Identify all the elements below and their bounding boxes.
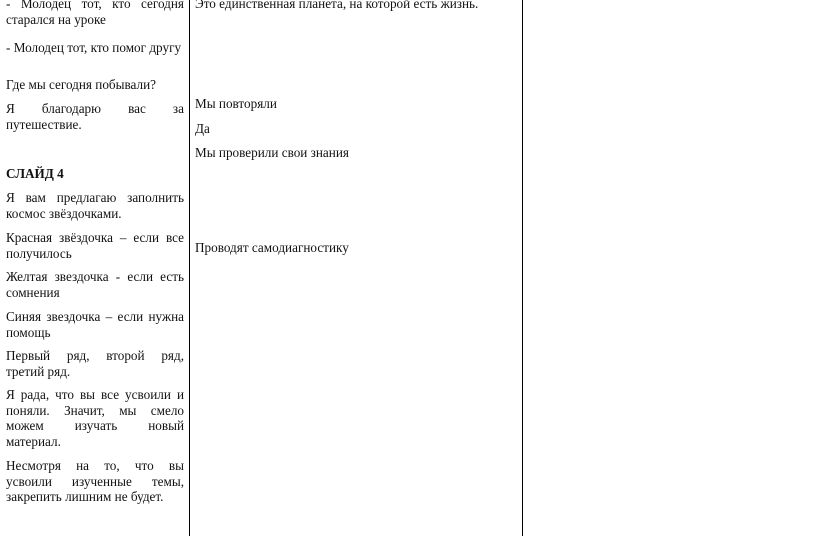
repeated-answer: Мы повторяли bbox=[195, 96, 277, 111]
thanks-text: Я благодарю вас за путешествие. bbox=[6, 101, 184, 132]
rows-text: Первый ряд, второй ряд, третий ряд. bbox=[6, 348, 184, 379]
reinforce-text: Несмотря на то, что вы усвоили изученные темы, закрепить лишним не будет. bbox=[6, 458, 184, 504]
planet-answer: Это единственная планета, на которой есть жизнь. bbox=[195, 0, 479, 11]
slide-heading: СЛАЙД 4 bbox=[6, 166, 64, 181]
question-text: Где мы сегодня побывали? bbox=[6, 77, 157, 92]
conclusion-text: Я рада, что вы все усвоили и поняли. Значит, мы смело можем изучать новый материал. bbox=[6, 387, 184, 449]
self-diagnostics-answer: Проводят самодиагностику bbox=[195, 240, 349, 255]
praise-help-text: - Молодец тот, кто помог другу bbox=[6, 40, 182, 55]
yellow-star-text: Желтая звездочка - если есть сомнения bbox=[6, 269, 184, 300]
blue-star-text: Синяя звездочка – если нужна помощь bbox=[6, 309, 184, 340]
checked-knowledge-answer: Мы проверили свои знания bbox=[195, 145, 349, 160]
yes-answer: Да bbox=[195, 121, 210, 136]
red-star-text: Красная звёздочка – если все получилось bbox=[6, 230, 184, 261]
column-divider bbox=[189, 0, 190, 536]
praise-effort-text: - Молодец тот, кто сегодня старался на уроке bbox=[6, 0, 184, 27]
instruction-text: Я вам предлагаю заполнить космос звёздочками. bbox=[6, 190, 184, 221]
column-divider bbox=[522, 0, 523, 536]
